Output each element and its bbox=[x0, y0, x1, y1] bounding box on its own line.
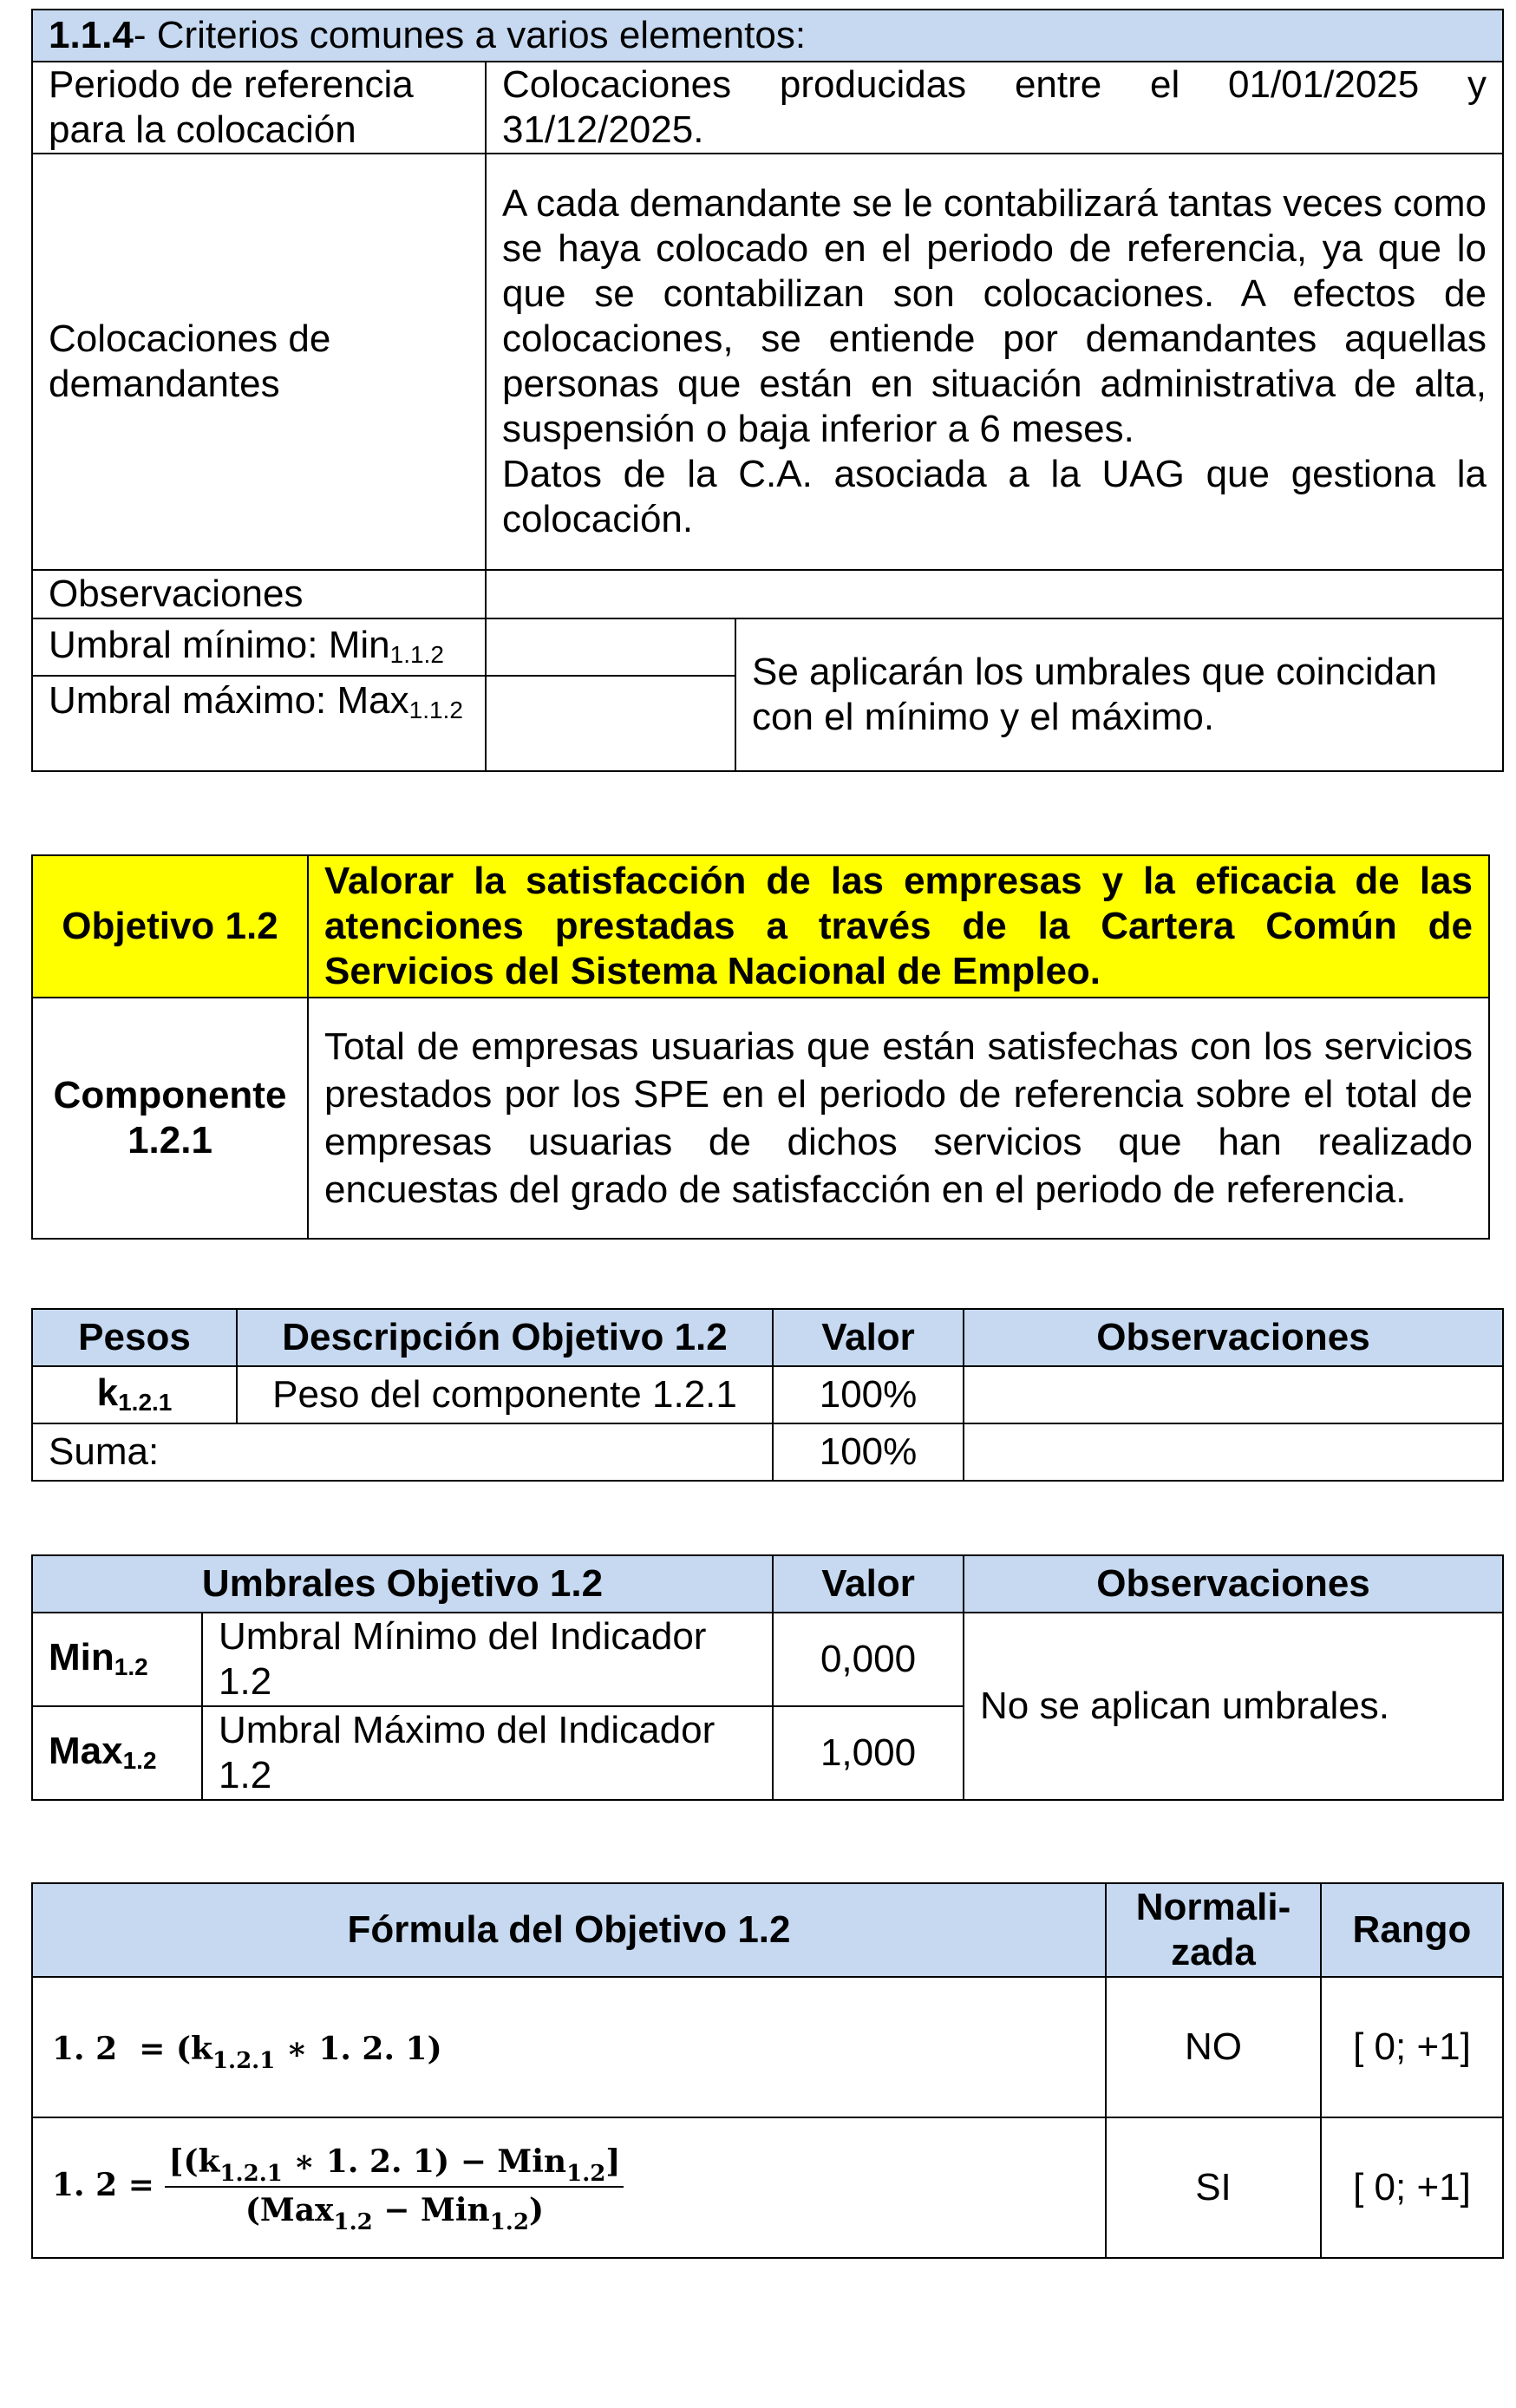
f2-den-min: Min bbox=[421, 2192, 490, 2228]
f2-den-minus: − bbox=[383, 2192, 410, 2228]
colocaciones-value bbox=[486, 154, 1503, 570]
observaciones-value bbox=[486, 570, 1503, 618]
section-title bbox=[32, 10, 1503, 62]
componente-label: Componente 1.2.1 bbox=[32, 998, 308, 1239]
formula-header-rango: Rango bbox=[1321, 1883, 1503, 1977]
pesos-header-descripcion: Descripción Objetivo 1.2 bbox=[237, 1309, 773, 1366]
umbrales-max-sub: 1.2 bbox=[122, 1746, 157, 1774]
f2-den-min-sub: 1.2 bbox=[489, 2209, 529, 2235]
suma-label: Suma: bbox=[32, 1423, 773, 1481]
pesos-k: k bbox=[96, 1371, 119, 1414]
umbrales-table bbox=[31, 1554, 1504, 1801]
umbral-note: Se aplicarán los umbrales que coincidan con el mínimo y el máximo. bbox=[735, 618, 1503, 771]
f2-min: Min bbox=[497, 2143, 567, 2180]
formula-header-title: Fórmula del Objetivo 1.2 bbox=[32, 1883, 1106, 1977]
f1-mul: ∗ bbox=[285, 2031, 308, 2067]
umbrales-min-text: Min bbox=[49, 1635, 114, 1678]
formula-table bbox=[31, 1882, 1504, 2259]
objetivo-label: Objetivo 1.2 bbox=[32, 855, 308, 998]
pesos-header-valor: Valor bbox=[773, 1309, 964, 1366]
umbrales-min-label bbox=[32, 1613, 202, 1706]
pesos-k-sub: 1.2.1 bbox=[118, 1388, 173, 1416]
f2-eq: = bbox=[127, 2167, 154, 2203]
f1-k: k bbox=[191, 2031, 212, 2067]
formula-2 bbox=[52, 2143, 624, 2235]
f2-max-sub: 1.2 bbox=[333, 2209, 373, 2235]
umbral-max-sub: 1.1.2 bbox=[408, 697, 463, 723]
objetivo-table bbox=[31, 854, 1490, 1240]
umbral-min-value bbox=[486, 618, 735, 676]
formula-2-normalizada: SI bbox=[1106, 2117, 1321, 2258]
f1-obj: 1. 2 bbox=[52, 2031, 118, 2067]
f2-denominator: (Max$_{1.2}$ − Min$_{1.2}$) bbox=[245, 2192, 544, 2235]
f2-obj: 1. 2 bbox=[52, 2167, 118, 2203]
colocaciones-label: Colocaciones de demandantes bbox=[32, 154, 486, 570]
pesos-table bbox=[31, 1308, 1504, 1482]
umbrales-max-text: Max bbox=[49, 1729, 123, 1772]
f2-comp: 1. 2. 1 bbox=[325, 2143, 435, 2180]
periodo-label: Periodo de referencia para la colocación bbox=[32, 62, 486, 154]
umbral-min-sub: 1.1.2 bbox=[389, 640, 444, 668]
umbrales-min-sub: 1.2 bbox=[114, 1652, 148, 1680]
f2-numerator: [($k_{1.2.1}$ ∗ 1. 2. 1) − Min$_{1.2}$] bbox=[165, 2144, 624, 2188]
f2-k: k bbox=[198, 2143, 220, 2180]
formula-1-normalizada: NO bbox=[1106, 1977, 1321, 2117]
pesos-observaciones bbox=[964, 1366, 1503, 1423]
formula-2-rango: [ 0; +1] bbox=[1321, 2117, 1503, 2258]
umbrales-header-title: Umbrales Objetivo 1.2 bbox=[32, 1555, 773, 1613]
umbrales-observacion: No se aplican umbrales. bbox=[964, 1613, 1503, 1800]
pesos-k-cell bbox=[32, 1366, 237, 1423]
section-number: 1.1.4 bbox=[49, 14, 134, 56]
suma-valor: 100% bbox=[773, 1423, 964, 1481]
f2-fraction bbox=[165, 2143, 624, 2235]
f2-max: Max bbox=[259, 2192, 334, 2228]
formula-header-normalizada: Normali-zada bbox=[1106, 1883, 1321, 1977]
umbrales-max-valor: 1,000 bbox=[773, 1706, 964, 1800]
umbrales-max-label bbox=[32, 1706, 202, 1800]
f2-min-sub: 1.2 bbox=[566, 2161, 606, 2187]
formula-normalizada bbox=[32, 2117, 1106, 2258]
umbrales-max-desc: Umbral Máximo del Indicador 1.2 bbox=[202, 1706, 773, 1800]
f2-k-sub: 1.2.1 bbox=[219, 2161, 283, 2187]
umbral-min-label bbox=[32, 618, 486, 676]
colocaciones-paragraph-2: Datos de la C.A. asociada a la UAG que gestiona la colocación. bbox=[502, 453, 1487, 540]
observaciones-label: Observaciones bbox=[32, 570, 486, 618]
componente-text: Total de empresas usuarias que están satisfechas con los servicios prestados por los SPE en el periodo de referencia sobre el total de empresas usuarias de dichos servicios que han realizado encuestas del grado de satisfacción en el periodo de referencia. bbox=[308, 998, 1489, 1239]
pesos-valor: 100% bbox=[773, 1366, 964, 1423]
f1-comp: 1. 2. 1 bbox=[318, 2031, 428, 2067]
umbral-min-text: Umbral mínimo: Min bbox=[49, 623, 390, 666]
pesos-header-pesos: Pesos bbox=[32, 1309, 237, 1366]
criterios-comunes-table bbox=[31, 9, 1504, 772]
pesos-descripcion: Peso del componente 1.2.1 bbox=[237, 1366, 773, 1423]
formula-1: 1. $2 = (k_{1.2.1}$ ∗ 1. 2. 1) bbox=[52, 2031, 442, 2074]
formula-no-normalizada bbox=[32, 1977, 1106, 2117]
f1-eq: = bbox=[139, 2031, 166, 2067]
umbrales-min-valor: 0,000 bbox=[773, 1613, 964, 1706]
umbrales-header-observaciones: Observaciones bbox=[964, 1555, 1503, 1613]
umbrales-header-valor: Valor bbox=[773, 1555, 964, 1613]
section-title-text: - Criterios comunes a varios elementos: bbox=[133, 14, 807, 56]
formula-1-rango: [ 0; +1] bbox=[1321, 1977, 1503, 2117]
umbral-max-label bbox=[32, 676, 486, 771]
suma-observaciones bbox=[964, 1423, 1503, 1481]
f2-mul: ∗ bbox=[293, 2143, 316, 2180]
pesos-header-observaciones: Observaciones bbox=[964, 1309, 1503, 1366]
f1-k-sub: 1.2.1 bbox=[212, 2048, 276, 2074]
umbral-max-text: Umbral máximo: Max bbox=[49, 679, 409, 722]
colocaciones-paragraph-1: A cada demandante se le contabilizará tantas veces como se haya colocado en el periodo de referencia, ya que lo que se contabilizan son colocaciones. A efectos de colocaciones, se entiende por demandantes aquellas personas que están en situación administrativa de alta, suspensión o baja inferior a 6 meses. bbox=[502, 182, 1487, 450]
f2-minus: − bbox=[460, 2143, 487, 2180]
umbral-max-value bbox=[486, 676, 735, 771]
objetivo-text: Valorar la satisfacción de las empresas y la eficacia de las atenciones prestadas a través de la Cartera Común de Servicios del Sistema Nacional de Empleo. bbox=[308, 855, 1489, 998]
periodo-value: Colocaciones producidas entre el 01/01/2025 y 31/12/2025. bbox=[486, 62, 1503, 154]
umbrales-min-desc: Umbral Mínimo del Indicador 1.2 bbox=[202, 1613, 773, 1706]
